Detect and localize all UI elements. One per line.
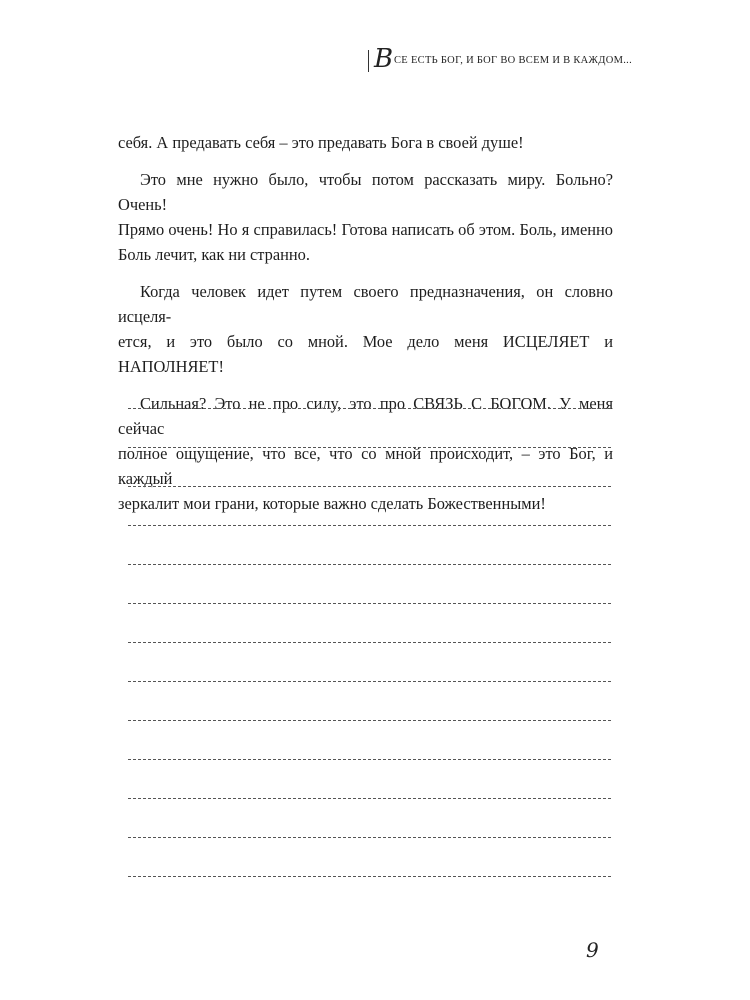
text-line: ется, и это было со мной. Мое дело меня ИСЦЕЛЯЕТ и НАПОЛНЯЕТ! bbox=[118, 332, 613, 376]
text-line: Это мне нужно было, чтобы потом рассказать миру. Больно? Очень! bbox=[118, 170, 613, 214]
writing-line[interactable] bbox=[128, 759, 611, 760]
header-rule bbox=[368, 50, 369, 72]
writing-line[interactable] bbox=[128, 486, 611, 487]
paragraph-3 bbox=[118, 279, 613, 379]
page-number: 9 bbox=[586, 938, 599, 962]
writing-lines bbox=[128, 408, 611, 915]
writing-line[interactable] bbox=[128, 408, 611, 409]
writing-line[interactable] bbox=[128, 447, 611, 448]
writing-line[interactable] bbox=[128, 837, 611, 838]
text-line: Прямо очень! Но я справилась! Готова написать об этом. Боль, именно bbox=[118, 220, 613, 239]
writing-line[interactable] bbox=[128, 525, 611, 526]
paragraph-1 bbox=[118, 130, 613, 155]
writing-line[interactable] bbox=[128, 876, 611, 877]
text-line: Когда человек идет путем своего предназначения, он словно исцеля- bbox=[118, 282, 613, 326]
writing-line[interactable] bbox=[128, 642, 611, 643]
running-header bbox=[368, 44, 633, 76]
text-line: себя. А предавать себя – это предавать Бога в своей душе! bbox=[118, 133, 524, 152]
text-line: Сильная? Это не про силу, это про СВЯЗЬ С БОГОМ. У меня сейчас bbox=[118, 394, 613, 438]
header-initial: В bbox=[374, 44, 394, 74]
header-title: СЕ ЕСТЬ БОГ, И БОГ ВО ВСЕМ И В КАЖДОМ... bbox=[394, 55, 633, 66]
writing-line[interactable] bbox=[128, 798, 611, 799]
text-line: зеркалит мои грани, которые важно сделать Божественными! bbox=[118, 494, 546, 513]
text-line: полное ощущение, что все, что со мной происходит, – это Бог, и каждый bbox=[118, 444, 613, 488]
writing-line[interactable] bbox=[128, 564, 611, 565]
text-line: Боль лечит, как ни странно. bbox=[118, 245, 310, 264]
writing-line[interactable] bbox=[128, 681, 611, 682]
writing-line[interactable] bbox=[128, 720, 611, 721]
paragraph-2 bbox=[118, 167, 613, 267]
writing-line[interactable] bbox=[128, 603, 611, 604]
